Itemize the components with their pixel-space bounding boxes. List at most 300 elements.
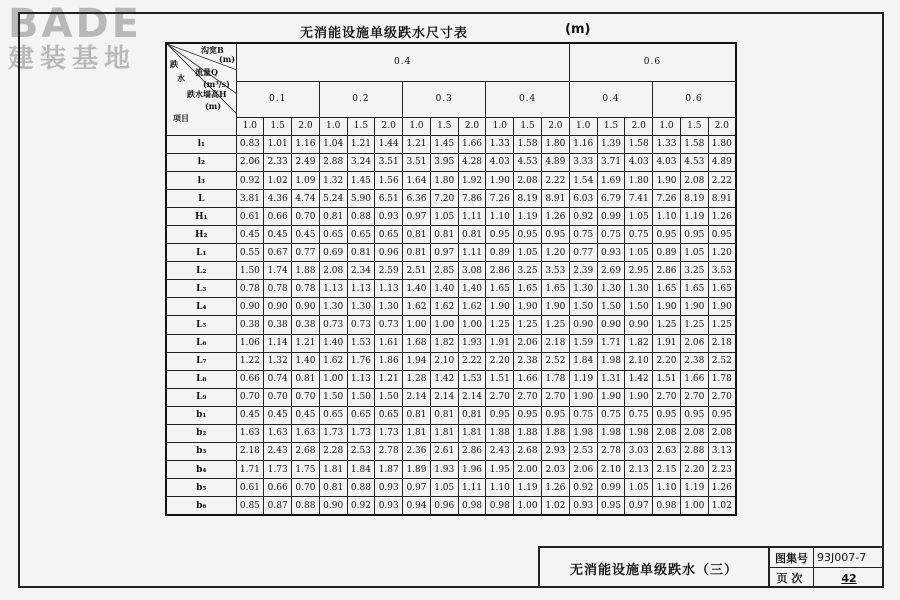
table-cell: 1.90 bbox=[569, 388, 597, 406]
table-cell: 2.18 bbox=[236, 442, 264, 460]
table-cell: 1.65 bbox=[708, 280, 736, 298]
table-cell: 1.00 bbox=[430, 316, 458, 334]
table-cell: 1.50 bbox=[569, 298, 597, 316]
table-cell: 2.20 bbox=[486, 352, 514, 370]
table-cell: 0.81 bbox=[458, 406, 486, 424]
table-row bbox=[166, 153, 736, 171]
row-label: b₃ bbox=[166, 442, 236, 460]
table-cell: 0.90 bbox=[569, 316, 597, 334]
table-cell: 0.95 bbox=[486, 226, 514, 244]
table-cell: 1.25 bbox=[541, 316, 569, 334]
table-cell: 1.32 bbox=[264, 352, 292, 370]
table-cell: 2.69 bbox=[597, 262, 625, 280]
table-cell: 1.40 bbox=[403, 280, 431, 298]
table-cell: 0.88 bbox=[347, 208, 375, 226]
row-label: b₆ bbox=[166, 497, 236, 515]
table-cell: 0.81 bbox=[458, 226, 486, 244]
table-cell: 2.70 bbox=[486, 388, 514, 406]
table-cell: 2.59 bbox=[375, 262, 403, 280]
table-cell: 1.00 bbox=[514, 497, 542, 515]
table-cell: 0.45 bbox=[292, 226, 320, 244]
table-cell: 1.21 bbox=[347, 135, 375, 153]
header-label-item: 项目 bbox=[173, 113, 189, 123]
table-cell: 1.02 bbox=[708, 497, 736, 515]
header-label-h: 跌水墙高H bbox=[187, 89, 227, 99]
table-cell: 7.26 bbox=[486, 190, 514, 208]
table-cell: 0.83 bbox=[236, 135, 264, 153]
table-cell: 1.80 bbox=[430, 171, 458, 189]
table-cell: 1.40 bbox=[292, 352, 320, 370]
table-cell: 2.38 bbox=[514, 352, 542, 370]
table-cell: 2.14 bbox=[430, 388, 458, 406]
drawing-name: 无消能设施单级跌水（三） bbox=[540, 548, 770, 588]
table-cell: 1.81 bbox=[403, 424, 431, 442]
row-label: b₁ bbox=[166, 406, 236, 424]
table-cell: 1.25 bbox=[680, 316, 708, 334]
table-row bbox=[166, 298, 736, 316]
row-label: b₂ bbox=[166, 424, 236, 442]
b-group-header: 0.6 bbox=[569, 43, 736, 81]
table-cell: 0.92 bbox=[236, 171, 264, 189]
h-value-header: 1.0 bbox=[653, 117, 681, 135]
table-cell: 0.93 bbox=[569, 497, 597, 515]
row-label: L₂ bbox=[166, 262, 236, 280]
h-value-header: 2.0 bbox=[708, 117, 736, 135]
table-cell: 1.53 bbox=[347, 334, 375, 352]
table-cell: 0.38 bbox=[292, 316, 320, 334]
table-cell: 2.10 bbox=[597, 460, 625, 478]
table-cell: 0.98 bbox=[458, 497, 486, 515]
title-block bbox=[538, 546, 884, 588]
b-group-header: 0.4 bbox=[236, 43, 569, 81]
h-value-header: 1.0 bbox=[486, 117, 514, 135]
table-cell: 1.45 bbox=[347, 171, 375, 189]
table-cell: 1.21 bbox=[403, 135, 431, 153]
table-cell: 1.19 bbox=[680, 479, 708, 497]
table-cell: 1.69 bbox=[597, 171, 625, 189]
table-cell: 2.43 bbox=[264, 442, 292, 460]
h-value-header: 1.5 bbox=[514, 117, 542, 135]
table-cell: 1.63 bbox=[236, 424, 264, 442]
table-cell: 1.91 bbox=[486, 334, 514, 352]
table-cell: 0.55 bbox=[236, 244, 264, 262]
table-row bbox=[166, 406, 736, 424]
table-cell: 1.84 bbox=[347, 460, 375, 478]
table-cell: 1.31 bbox=[597, 370, 625, 388]
table-cell: 1.22 bbox=[236, 352, 264, 370]
table-cell: 3.53 bbox=[708, 262, 736, 280]
table-cell: 4.89 bbox=[708, 153, 736, 171]
q-value-header: 0.2 bbox=[319, 81, 402, 117]
table-cell: 0.90 bbox=[264, 298, 292, 316]
h-value-header: 1.5 bbox=[680, 117, 708, 135]
table-cell: 0.65 bbox=[347, 406, 375, 424]
table-cell: 1.06 bbox=[236, 334, 264, 352]
table-cell: 2.86 bbox=[486, 262, 514, 280]
table-cell: 0.75 bbox=[569, 406, 597, 424]
table-cell: 1.93 bbox=[430, 460, 458, 478]
table-cell: 1.42 bbox=[625, 370, 653, 388]
table-cell: 2.22 bbox=[708, 171, 736, 189]
table-cell: 1.65 bbox=[514, 280, 542, 298]
table-cell: 1.81 bbox=[458, 424, 486, 442]
table-cell: 1.30 bbox=[375, 298, 403, 316]
table-cell: 0.92 bbox=[569, 208, 597, 226]
table-cell: 1.05 bbox=[430, 479, 458, 497]
header-label-h-unit: (m) bbox=[205, 101, 222, 111]
table-cell: 1.90 bbox=[708, 298, 736, 316]
row-label: l₁ bbox=[166, 135, 236, 153]
table-cell: 6.03 bbox=[569, 190, 597, 208]
table-cell: 8.19 bbox=[680, 190, 708, 208]
header-diagonal-cell bbox=[166, 43, 236, 135]
table-cell: 0.66 bbox=[236, 370, 264, 388]
table-cell: 0.65 bbox=[347, 226, 375, 244]
table-cell: 0.87 bbox=[264, 497, 292, 515]
header-label-b-unit: (m) bbox=[219, 54, 236, 64]
table-cell: 0.81 bbox=[403, 406, 431, 424]
table-cell: 0.65 bbox=[375, 226, 403, 244]
table-cell: 2.18 bbox=[708, 334, 736, 352]
q-value-header: 0.4 bbox=[486, 81, 569, 117]
table-cell: 1.91 bbox=[653, 334, 681, 352]
row-label: L₉ bbox=[166, 388, 236, 406]
table-cell: 0.98 bbox=[486, 497, 514, 515]
table-row bbox=[166, 442, 736, 460]
table-cell: 1.19 bbox=[680, 208, 708, 226]
table-cell: 1.25 bbox=[486, 316, 514, 334]
table-cell: 8.19 bbox=[514, 190, 542, 208]
table-cell: 2.70 bbox=[514, 388, 542, 406]
table-cell: 1.98 bbox=[625, 424, 653, 442]
table-cell: 1.80 bbox=[625, 171, 653, 189]
table-cell: 0.69 bbox=[319, 244, 347, 262]
table-cell: 1.82 bbox=[625, 334, 653, 352]
table-cell: 2.28 bbox=[319, 442, 347, 460]
table-cell: 1.71 bbox=[236, 460, 264, 478]
table-cell: 1.11 bbox=[458, 479, 486, 497]
table-cell: 0.89 bbox=[486, 244, 514, 262]
table-cell: 2.34 bbox=[347, 262, 375, 280]
table-cell: 0.96 bbox=[430, 497, 458, 515]
table-cell: 1.96 bbox=[458, 460, 486, 478]
table-cell: 1.05 bbox=[680, 244, 708, 262]
table-cell: 1.89 bbox=[403, 460, 431, 478]
table-cell: 0.81 bbox=[430, 406, 458, 424]
table-cell: 1.56 bbox=[375, 171, 403, 189]
table-cell: 1.64 bbox=[403, 171, 431, 189]
table-cell: 0.95 bbox=[708, 226, 736, 244]
table-cell: 0.95 bbox=[680, 406, 708, 424]
table-row bbox=[166, 479, 736, 497]
header-label-b: 沟宽B bbox=[201, 45, 224, 55]
table-cell: 1.81 bbox=[319, 460, 347, 478]
table-cell: 2.51 bbox=[403, 262, 431, 280]
table-cell: 1.02 bbox=[264, 171, 292, 189]
table-cell: 2.08 bbox=[708, 424, 736, 442]
table-cell: 2.06 bbox=[680, 334, 708, 352]
table-cell: 2.78 bbox=[375, 442, 403, 460]
table-cell: 1.90 bbox=[514, 298, 542, 316]
table-cell: 1.90 bbox=[486, 171, 514, 189]
table-cell: 0.45 bbox=[292, 406, 320, 424]
table-cell: 1.50 bbox=[236, 262, 264, 280]
table-cell: 0.74 bbox=[264, 370, 292, 388]
table-cell: 2.20 bbox=[680, 460, 708, 478]
table-cell: 1.88 bbox=[541, 424, 569, 442]
table-cell: 1.90 bbox=[653, 298, 681, 316]
table-cell: 0.70 bbox=[264, 388, 292, 406]
table-row bbox=[166, 244, 736, 262]
table-cell: 0.81 bbox=[319, 479, 347, 497]
h-value-header: 1.0 bbox=[319, 117, 347, 135]
table-cell: 1.98 bbox=[569, 424, 597, 442]
table-cell: 1.14 bbox=[264, 334, 292, 352]
table-cell: 0.78 bbox=[236, 280, 264, 298]
table-cell: 0.77 bbox=[569, 244, 597, 262]
table-unit: (m) bbox=[565, 22, 591, 37]
table-cell: 1.05 bbox=[625, 208, 653, 226]
table-cell: 2.52 bbox=[541, 352, 569, 370]
row-label: H₂ bbox=[166, 226, 236, 244]
table-cell: 1.54 bbox=[569, 171, 597, 189]
table-cell: 1.05 bbox=[625, 479, 653, 497]
table-row bbox=[166, 316, 736, 334]
table-cell: 0.93 bbox=[375, 479, 403, 497]
table-row bbox=[166, 190, 736, 208]
table-cell: 0.94 bbox=[403, 497, 431, 515]
table-cell: 2.03 bbox=[541, 460, 569, 478]
table-cell: 0.81 bbox=[319, 208, 347, 226]
table-cell: 1.78 bbox=[541, 370, 569, 388]
table-cell: 1.42 bbox=[430, 370, 458, 388]
table-cell: 4.03 bbox=[653, 153, 681, 171]
table-cell: 1.40 bbox=[430, 280, 458, 298]
table-row bbox=[166, 424, 736, 442]
table-cell: 1.30 bbox=[569, 280, 597, 298]
table-cell: 0.90 bbox=[597, 316, 625, 334]
table-cell: 1.00 bbox=[680, 497, 708, 515]
row-label: l₃ bbox=[166, 171, 236, 189]
q-value-header: 0.6 bbox=[653, 81, 736, 117]
table-cell: 0.90 bbox=[236, 298, 264, 316]
header-label-die: 跌 bbox=[170, 59, 178, 69]
table-cell: 1.30 bbox=[597, 280, 625, 298]
table-cell: 1.05 bbox=[514, 244, 542, 262]
table-cell: 1.75 bbox=[292, 460, 320, 478]
table-cell: 1.16 bbox=[569, 135, 597, 153]
table-cell: 0.70 bbox=[292, 479, 320, 497]
table-cell: 1.04 bbox=[319, 135, 347, 153]
table-cell: 2.52 bbox=[708, 352, 736, 370]
table-cell: 2.00 bbox=[514, 460, 542, 478]
table-cell: 1.13 bbox=[347, 280, 375, 298]
row-label: L₅ bbox=[166, 316, 236, 334]
table-cell: 0.90 bbox=[319, 497, 347, 515]
table-cell: 1.66 bbox=[458, 135, 486, 153]
table-cell: 0.70 bbox=[292, 208, 320, 226]
table-cell: 2.63 bbox=[653, 442, 681, 460]
table-cell: 0.95 bbox=[486, 406, 514, 424]
table-cell: 4.53 bbox=[514, 153, 542, 171]
table-cell: 2.20 bbox=[653, 352, 681, 370]
table-cell: 0.66 bbox=[264, 479, 292, 497]
table-cell: 1.84 bbox=[569, 352, 597, 370]
h-value-header: 1.5 bbox=[597, 117, 625, 135]
table-cell: 1.19 bbox=[514, 479, 542, 497]
table-cell: 4.03 bbox=[625, 153, 653, 171]
table-cell: 4.74 bbox=[292, 190, 320, 208]
table-cell: 1.92 bbox=[458, 171, 486, 189]
table-cell: 2.06 bbox=[514, 334, 542, 352]
logo-text-en: BADE bbox=[8, 1, 142, 47]
table-cell: 3.03 bbox=[625, 442, 653, 460]
table-cell: 1.20 bbox=[541, 244, 569, 262]
table-cell: 2.88 bbox=[319, 153, 347, 171]
table-cell: 0.70 bbox=[292, 388, 320, 406]
table-cell: 1.58 bbox=[625, 135, 653, 153]
table-cell: 3.25 bbox=[680, 262, 708, 280]
table-cell: 1.01 bbox=[264, 135, 292, 153]
table-cell: 1.11 bbox=[458, 208, 486, 226]
table-cell: 0.95 bbox=[514, 226, 542, 244]
table-cell: 1.76 bbox=[347, 352, 375, 370]
table-cell: 7.26 bbox=[653, 190, 681, 208]
table-cell: 2.95 bbox=[625, 262, 653, 280]
table-cell: 1.19 bbox=[569, 370, 597, 388]
table-cell: 1.00 bbox=[458, 316, 486, 334]
table-cell: 1.39 bbox=[597, 135, 625, 153]
table-row bbox=[166, 208, 736, 226]
table-cell: 1.73 bbox=[264, 460, 292, 478]
h-value-header: 2.0 bbox=[625, 117, 653, 135]
table-cell: 0.45 bbox=[264, 226, 292, 244]
table-cell: 0.90 bbox=[292, 298, 320, 316]
table-cell: 0.89 bbox=[653, 244, 681, 262]
table-cell: 1.10 bbox=[653, 208, 681, 226]
table-cell: 0.95 bbox=[653, 226, 681, 244]
table-cell: 1.93 bbox=[458, 334, 486, 352]
table-cell: 2.14 bbox=[458, 388, 486, 406]
table-cell: 7.41 bbox=[625, 190, 653, 208]
table-cell: 3.33 bbox=[569, 153, 597, 171]
table-cell: 1.16 bbox=[292, 135, 320, 153]
table-cell: 0.65 bbox=[375, 406, 403, 424]
table-cell: 2.70 bbox=[653, 388, 681, 406]
table-cell: 0.95 bbox=[680, 226, 708, 244]
table-cell: 1.00 bbox=[403, 316, 431, 334]
table-cell: 1.25 bbox=[653, 316, 681, 334]
table-cell: 3.25 bbox=[514, 262, 542, 280]
header-label-q-unit: (m³/s) bbox=[203, 79, 230, 89]
table-cell: 2.14 bbox=[403, 388, 431, 406]
table-cell: 1.90 bbox=[625, 388, 653, 406]
row-label: L₄ bbox=[166, 298, 236, 316]
h-value-header: 2.0 bbox=[375, 117, 403, 135]
table-cell: 1.26 bbox=[541, 479, 569, 497]
table-cell: 2.33 bbox=[264, 153, 292, 171]
table-cell: 0.99 bbox=[597, 208, 625, 226]
table-cell: 3.51 bbox=[375, 153, 403, 171]
table-cell: 1.13 bbox=[347, 370, 375, 388]
table-cell: 0.85 bbox=[236, 497, 264, 515]
table-cell: 0.75 bbox=[597, 226, 625, 244]
h-value-header: 1.0 bbox=[236, 117, 264, 135]
table-row bbox=[166, 497, 736, 515]
table-cell: 1.30 bbox=[347, 298, 375, 316]
table-cell: 1.98 bbox=[597, 424, 625, 442]
table-cell: 0.95 bbox=[541, 406, 569, 424]
table-cell: 1.33 bbox=[653, 135, 681, 153]
atlas-label: 图集号 bbox=[770, 548, 814, 568]
q-value-header: 0.4 bbox=[569, 81, 652, 117]
table-cell: 2.06 bbox=[236, 153, 264, 171]
table-cell: 0.65 bbox=[319, 406, 347, 424]
h-value-header: 2.0 bbox=[541, 117, 569, 135]
table-cell: 1.80 bbox=[708, 135, 736, 153]
table-cell: 1.50 bbox=[347, 388, 375, 406]
table-cell: 1.94 bbox=[403, 352, 431, 370]
table-cell: 0.97 bbox=[625, 497, 653, 515]
table-cell: 1.88 bbox=[292, 262, 320, 280]
table-cell: 1.61 bbox=[375, 334, 403, 352]
table-cell: 1.50 bbox=[319, 388, 347, 406]
table-cell: 1.86 bbox=[375, 352, 403, 370]
table-cell: 2.08 bbox=[653, 424, 681, 442]
table-cell: 2.70 bbox=[541, 388, 569, 406]
table-cell: 1.10 bbox=[486, 479, 514, 497]
table-cell: 0.38 bbox=[236, 316, 264, 334]
table-cell: 3.24 bbox=[347, 153, 375, 171]
table-cell: 7.86 bbox=[458, 190, 486, 208]
table-cell: 0.95 bbox=[708, 406, 736, 424]
table-cell: 1.40 bbox=[319, 334, 347, 352]
row-label: L₆ bbox=[166, 334, 236, 352]
table-cell: 1.50 bbox=[597, 298, 625, 316]
table-cell: 2.49 bbox=[292, 153, 320, 171]
table-cell: 8.91 bbox=[708, 190, 736, 208]
table-cell: 0.96 bbox=[375, 244, 403, 262]
table-cell: 3.51 bbox=[403, 153, 431, 171]
table-cell: 2.08 bbox=[319, 262, 347, 280]
table-cell: 1.26 bbox=[708, 208, 736, 226]
q-value-header: 0.3 bbox=[403, 81, 486, 117]
table-cell: 1.63 bbox=[264, 424, 292, 442]
table-cell: 1.33 bbox=[486, 135, 514, 153]
table-cell: 2.53 bbox=[347, 442, 375, 460]
table-cell: 2.13 bbox=[625, 460, 653, 478]
table-cell: 1.65 bbox=[653, 280, 681, 298]
table-cell: 3.08 bbox=[458, 262, 486, 280]
table-cell: 2.22 bbox=[458, 352, 486, 370]
table-cell: 1.65 bbox=[680, 280, 708, 298]
table-cell: 1.45 bbox=[430, 135, 458, 153]
table-cell: 2.15 bbox=[653, 460, 681, 478]
table-cell: 2.70 bbox=[708, 388, 736, 406]
table-cell: 0.70 bbox=[236, 388, 264, 406]
h-value-header: 2.0 bbox=[458, 117, 486, 135]
table-cell: 2.86 bbox=[458, 442, 486, 460]
header-label-q: 流量Q bbox=[195, 67, 218, 77]
table-cell: 1.32 bbox=[319, 171, 347, 189]
table-row bbox=[166, 171, 736, 189]
table-row bbox=[166, 388, 736, 406]
h-value-header: 1.0 bbox=[569, 117, 597, 135]
table-cell: 0.45 bbox=[236, 406, 264, 424]
table-cell: 1.28 bbox=[403, 370, 431, 388]
table-cell: 0.38 bbox=[264, 316, 292, 334]
table-cell: 1.62 bbox=[430, 298, 458, 316]
